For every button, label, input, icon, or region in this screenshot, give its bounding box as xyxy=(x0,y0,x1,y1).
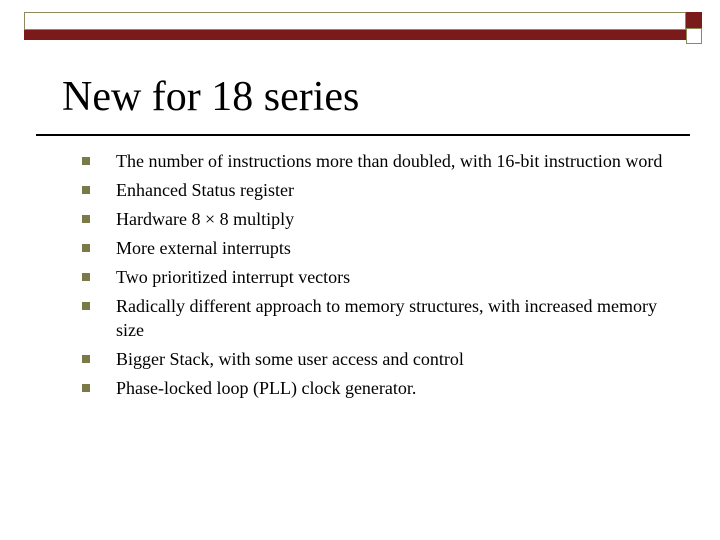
bullet-item xyxy=(80,294,680,342)
bullet-text: More external interrupts xyxy=(116,238,291,258)
square-bullet-icon xyxy=(82,244,90,252)
header-band-fill xyxy=(24,30,686,40)
bullet-item xyxy=(80,207,680,231)
title-divider xyxy=(36,134,690,136)
bullet-item xyxy=(80,347,680,371)
bullet-text: Radically different approach to memory structures, with increased memory size xyxy=(116,296,657,340)
bullet-text: Enhanced Status register xyxy=(116,180,294,200)
bullet-text: Hardware 8 × 8 multiply xyxy=(116,209,295,229)
bullet-item xyxy=(80,236,680,260)
bullet-text: Two prioritized interrupt vectors xyxy=(116,267,351,287)
square-bullet-icon xyxy=(82,302,90,310)
bullet-item xyxy=(80,178,680,202)
square-bullet-icon xyxy=(82,355,90,363)
square-bullet-icon xyxy=(82,215,90,223)
bullet-text: Phase-locked loop (PLL) clock generator. xyxy=(116,378,417,398)
slide-title: New for 18 series xyxy=(62,74,360,120)
square-bullet-icon xyxy=(82,273,90,281)
bullet-item xyxy=(80,265,680,289)
bullet-item xyxy=(80,149,680,173)
bullet-text: The number of instructions more than doubled, with 16-bit instruction word xyxy=(116,151,663,171)
square-bullet-icon xyxy=(82,384,90,392)
header-band-outline xyxy=(24,12,686,30)
corner-square-red xyxy=(686,12,702,28)
square-bullet-icon xyxy=(82,186,90,194)
square-bullet-icon xyxy=(82,157,90,165)
bullet-list xyxy=(80,149,680,405)
bullet-item xyxy=(80,376,680,400)
corner-square-outline xyxy=(686,28,702,44)
bullet-text: Bigger Stack, with some user access and control xyxy=(116,349,464,369)
